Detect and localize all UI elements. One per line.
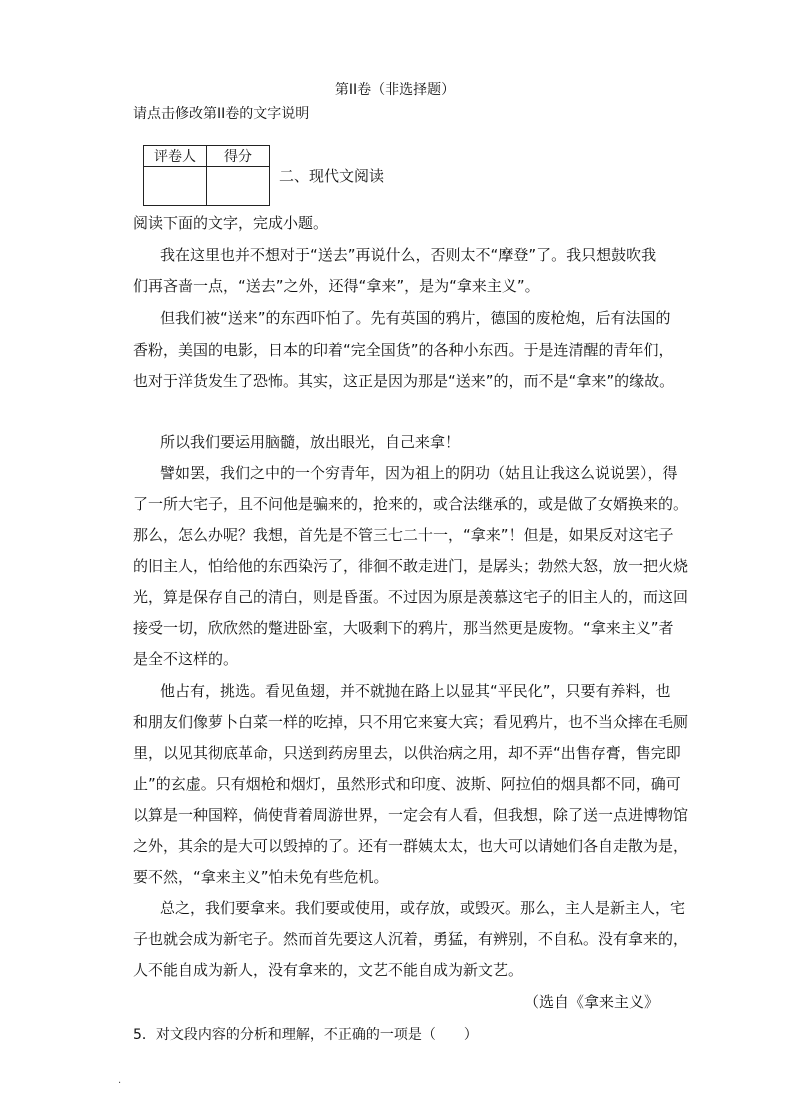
- passage-line: 他占有，挑选。看见鱼翅，并不就抛在路上以显其“平民化”，只要有养料，也: [160, 682, 671, 700]
- passage-line: 们再吝啬一点，“送去”之外，还得“拿来”，是为“拿来主义”。: [133, 277, 540, 295]
- passage-line: 也对于洋货发生了恐怖。其实，这正是因为那是“送来”的，而不是“拿来”的缘故。: [133, 372, 675, 390]
- passage-line: 人不能自成为新人，没有拿来的，文艺不能自成为新文艺。: [133, 961, 524, 979]
- passage-line: 了一所大宅子，且不问他是骗来的，抢来的，或合法继承的，或是做了女婿换来的。: [133, 495, 689, 513]
- passage-source: （选自《拿来主义》: [523, 993, 659, 1011]
- passage-line: 但我们被“送来”的东西吓怕了。先有英国的鸦片，德国的废枪炮，后有法国的: [160, 309, 671, 327]
- passage-line: 我在这里也并不想对于“送去”再说什么，否则太不“摩登”了。我只想鼓吹我: [160, 246, 657, 264]
- passage-line: 的旧主人，怕给他的东西染污了，徘徊不敢走进门，是孱头；勃然大怒，放一把火烧: [133, 557, 689, 575]
- passage-line: 子也就会成为新宅子。然而首先要这人沉着，勇猛，有辨别，不自私。没有拿来的，: [133, 930, 689, 948]
- passage-line: 所以我们要运用脑髓，放出眼光，自己来拿！: [160, 433, 461, 451]
- passage-line: 接受一切，欣欣然的蹩进卧室，大吸剩下的鸦片，那当然更是废物。“拿来主义”者: [133, 619, 674, 637]
- passage-line: 要不然，“拿来主义”怕未免有些危机。: [133, 868, 389, 886]
- score-table-grader-cell[interactable]: [144, 167, 207, 206]
- instruction: 阅读下面的文字，完成小题。: [133, 214, 329, 232]
- passage-line: 是全不这样的。: [133, 650, 239, 668]
- footer-dot: .: [118, 1075, 122, 1086]
- passage-line: 和朋友们像萝卜白菜一样的吃掉，只不用它来宴大宾；看见鸦片，也不当众摔在毛厕: [133, 713, 689, 731]
- section-heading: 二、现代文阅读: [279, 167, 385, 185]
- passage-line: 里，以见其彻底革命，只送到药房里去，以供治病之用，却不弄“出售存膏，售完即: [133, 744, 681, 762]
- passage-line: 那么，怎么办呢？我想，首先是不管三七二十一，“拿来”！但是，如果反对这宅子: [133, 526, 674, 544]
- passage-line: 以算是一种国粹，倘使背着周游世界，一定会有人看，但我想，除了送一点进博物馆: [133, 806, 689, 824]
- passage-line: 譬如罢，我们之中的一个穷青年，因为祖上的阴功（姑且让我这么说说罢），得: [160, 464, 678, 482]
- score-table-grader-header: 评卷人: [144, 146, 207, 167]
- passage-line: 之外，其余的是大可以毁掉的了。还有一群姨太太，也大可以请她们各自走散为是，: [133, 837, 689, 855]
- question-5[interactable]: 5．对文段内容的分析和理解，不正确的一项是（ ）: [133, 1027, 478, 1043]
- score-table-score-cell[interactable]: [207, 167, 270, 206]
- passage-line: 止”的玄虚。只有烟枪和烟灯，虽然形式和印度、波斯、阿拉伯的烟具都不同，确可: [133, 775, 681, 793]
- passage-line: 总之，我们要拿来。我们要或使用，或存放，或毁灭。那么，主人是新主人，宅: [160, 899, 686, 917]
- section-title: 第II卷（非选择题）: [334, 82, 456, 98]
- score-table: [143, 145, 270, 206]
- passage-line: 光，算是保存自己的清白，则是昏蛋。不过因为原是羡慕这宅子的旧主人的，而这回: [133, 588, 689, 606]
- score-table-score-header: 得分: [207, 146, 270, 167]
- passage-line: 香粉，美国的电影，日本的印着“完全国货”的各种小东西。于是连清醒的青年们，: [133, 341, 674, 359]
- edit-note[interactable]: 请点击修改第II卷的文字说明: [133, 106, 310, 122]
